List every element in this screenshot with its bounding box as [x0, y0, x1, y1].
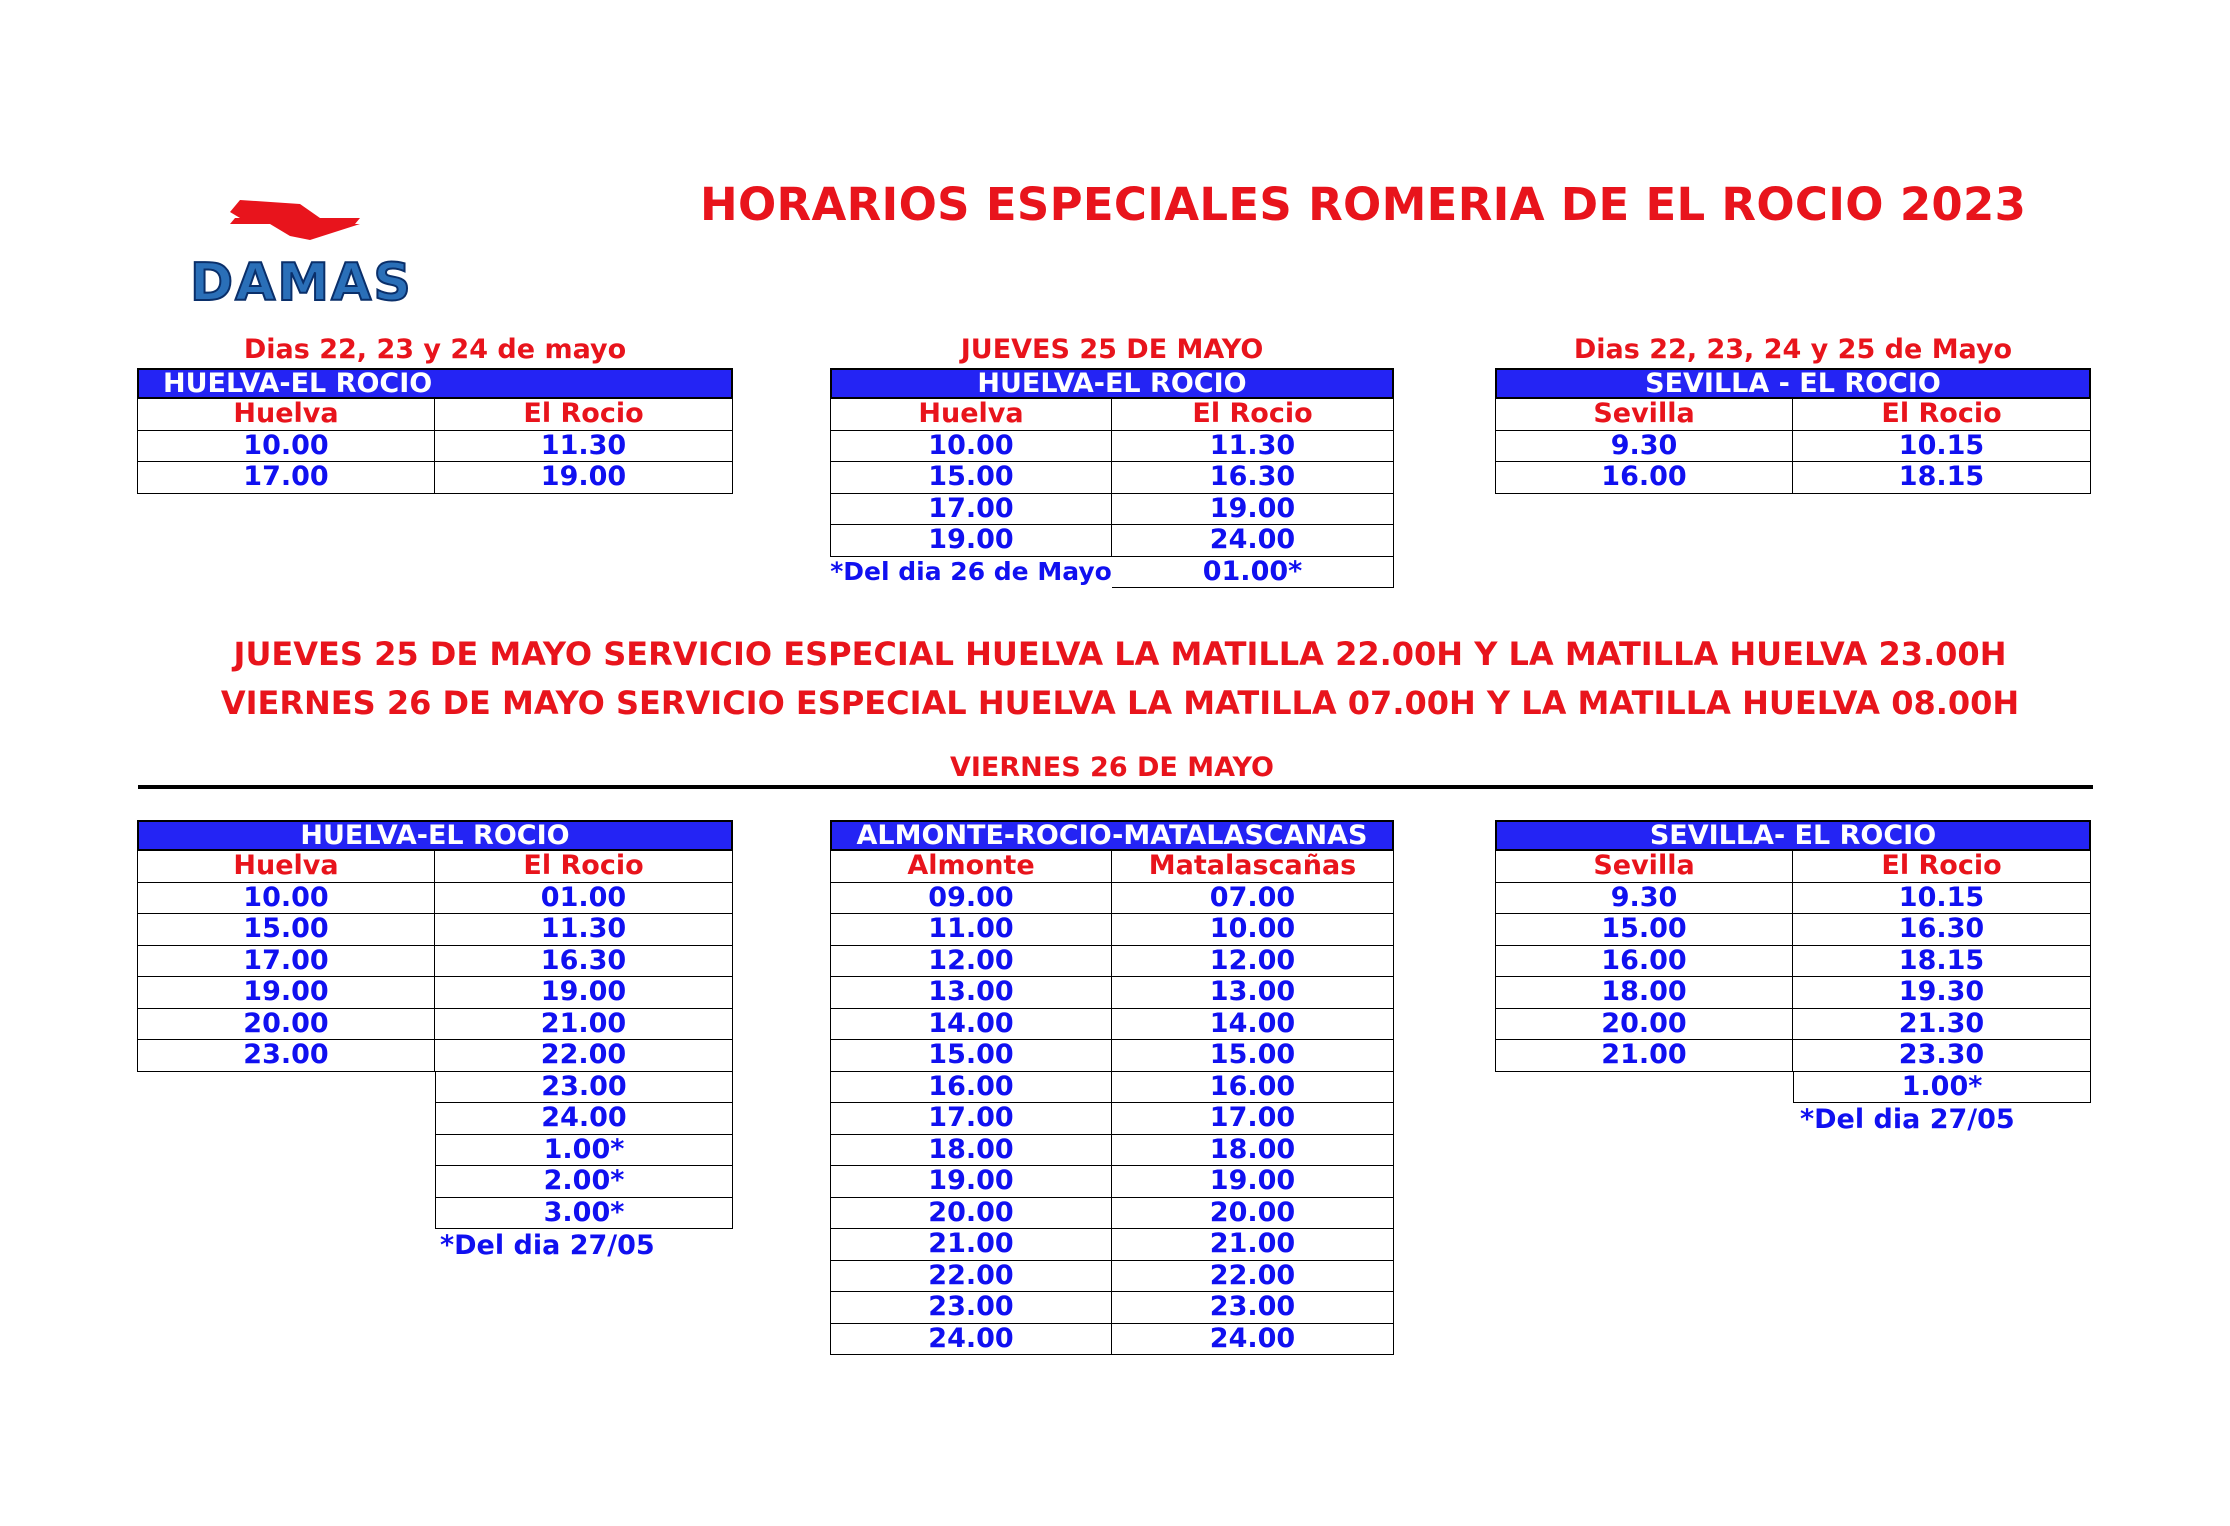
table6-footnote: *Del dia 27/05 [1800, 1104, 2015, 1135]
departure-time [137, 1135, 435, 1167]
departure-time: 21.00 [830, 1229, 1112, 1261]
table-row [137, 1135, 733, 1167]
departure-time: 19.00 [137, 977, 435, 1009]
departure-time: 18.00 [830, 1135, 1112, 1167]
return-time: 18.15 [1793, 462, 2091, 494]
column-header-destination: El Rocio [1793, 851, 2091, 883]
column-header-destination: El Rocio [435, 399, 733, 431]
departure-time: 15.00 [830, 1040, 1112, 1072]
departure-time: 10.00 [137, 883, 435, 915]
table-row [830, 1166, 1394, 1198]
return-time: 23.00 [1112, 1292, 1394, 1324]
return-time: 19.00 [435, 462, 733, 494]
schedule-table-1 [137, 368, 733, 494]
table-row [830, 1072, 1394, 1104]
table-row [830, 1009, 1394, 1041]
return-time: 20.00 [1112, 1198, 1394, 1230]
table-row [1495, 977, 2091, 1009]
return-time: 10.15 [1793, 431, 2091, 463]
departure-time: 19.00 [830, 1166, 1112, 1198]
table-row [830, 1292, 1394, 1324]
return-time: 16.00 [1112, 1072, 1394, 1104]
table-row [830, 1229, 1394, 1261]
column-header-origin: Huelva [137, 399, 435, 431]
departure-time: 15.00 [1495, 914, 1793, 946]
column-header-origin: Almonte [830, 851, 1112, 883]
departure-time: 21.00 [1495, 1040, 1793, 1072]
table-row [830, 1135, 1394, 1167]
table-row [137, 946, 733, 978]
table-row [830, 1040, 1394, 1072]
column-header-origin: Sevilla [1495, 399, 1793, 431]
column-header-origin: Huelva [137, 851, 435, 883]
return-time: 14.00 [1112, 1009, 1394, 1041]
return-time: 15.00 [1112, 1040, 1394, 1072]
logo-text: DAMAS [190, 253, 413, 310]
departure-time: 16.00 [830, 1072, 1112, 1104]
table3-caption: Dias 22, 23, 24 y 25 de Mayo [1573, 334, 2013, 365]
departure-time: 11.00 [830, 914, 1112, 946]
table-row [1495, 946, 2091, 978]
departure-time: 14.00 [830, 1009, 1112, 1041]
column-header-origin: Huelva [830, 399, 1112, 431]
column-header-destination: El Rocio [435, 851, 733, 883]
return-time: 12.00 [1112, 946, 1394, 978]
column-header-destination: Matalascañas [1112, 851, 1394, 883]
table-row [137, 1072, 733, 1104]
departure-time: 9.30 [1495, 883, 1793, 915]
departure-time: 20.00 [137, 1009, 435, 1041]
departure-time: 23.00 [137, 1040, 435, 1072]
section2-caption: VIERNES 26 DE MAYO [949, 752, 1274, 783]
damas-logo [190, 190, 420, 310]
return-time: 10.15 [1793, 883, 2091, 915]
table-row [137, 1198, 733, 1230]
departure-time: 17.00 [830, 1103, 1112, 1135]
return-time: 24.00 [1112, 525, 1394, 557]
table-row [137, 1040, 733, 1072]
return-time: 19.00 [1112, 494, 1394, 526]
note-time: 01.00* [1112, 557, 1394, 589]
page-title: HORARIOS ESPECIALES ROMERIA DE EL ROCIO 2023 [700, 178, 2027, 231]
table-header: HUELVA-EL ROCIO [830, 368, 1394, 399]
return-time: 17.00 [1112, 1103, 1394, 1135]
table-row [830, 851, 1394, 883]
departure-time: 22.00 [830, 1261, 1112, 1293]
table-row [137, 1103, 733, 1135]
departure-time: 24.00 [830, 1324, 1112, 1356]
table-note: *Del dia 26 de Mayo [830, 556, 1112, 586]
return-time: 16.30 [1112, 462, 1394, 494]
notice-2: VIERNES 26 DE MAYO SERVICIO ESPECIAL HUELVA LA MATILLA 07.00H Y LA MATILLA HUELVA 08.00H [220, 684, 2020, 722]
table-header: HUELVA-EL ROCIO [137, 368, 733, 399]
return-time: 11.30 [1112, 431, 1394, 463]
departure-time: 19.00 [830, 525, 1112, 557]
table-row [830, 977, 1394, 1009]
table-row [830, 557, 1394, 589]
departure-time: 17.00 [137, 462, 435, 494]
table-row [830, 494, 1394, 526]
departure-time [137, 1072, 435, 1104]
return-time: 18.00 [1112, 1135, 1394, 1167]
return-time: 21.00 [435, 1009, 733, 1041]
departure-time: 15.00 [830, 462, 1112, 494]
return-time: 16.30 [1793, 914, 2091, 946]
return-time: 3.00* [435, 1198, 733, 1230]
departure-time: 16.00 [1495, 946, 1793, 978]
section-divider [138, 785, 2093, 789]
table-row [137, 399, 733, 431]
departure-time [137, 1198, 435, 1230]
schedule-table-4 [137, 820, 733, 1229]
table-row [830, 1324, 1394, 1356]
return-time: 21.30 [1793, 1009, 2091, 1041]
schedule-table-3 [1495, 368, 2091, 494]
return-time: 19.00 [1112, 1166, 1394, 1198]
departure-time: 17.00 [830, 494, 1112, 526]
departure-time: 12.00 [830, 946, 1112, 978]
schedule-table-5 [830, 820, 1394, 1355]
departure-time: 16.00 [1495, 462, 1793, 494]
table-row [1495, 914, 2091, 946]
table-header: SEVILLA- EL ROCIO [1495, 820, 2091, 851]
return-time: 16.30 [435, 946, 733, 978]
departure-time: 20.00 [830, 1198, 1112, 1230]
table1-caption: Dias 22, 23 y 24 de mayo [243, 334, 627, 365]
departure-time: 10.00 [137, 431, 435, 463]
table-row [137, 977, 733, 1009]
departure-time: 13.00 [830, 977, 1112, 1009]
table-row [1495, 431, 2091, 463]
return-time: 19.00 [435, 977, 733, 1009]
return-time: 24.00 [435, 1103, 733, 1135]
table-row [830, 914, 1394, 946]
return-time: 11.30 [435, 914, 733, 946]
table-row [830, 525, 1394, 557]
departure-time: 20.00 [1495, 1009, 1793, 1041]
departure-time: 15.00 [137, 914, 435, 946]
table-header: ALMONTE-ROCIO-MATALASCANAS [830, 820, 1394, 851]
schedule-table-6 [1495, 820, 2091, 1103]
table-row [830, 399, 1394, 431]
notice-1: JUEVES 25 DE MAYO SERVICIO ESPECIAL HUELVA LA MATILLA 22.00H Y LA MATILLA HUELVA 23.00H [233, 635, 2007, 673]
return-time: 11.30 [435, 431, 733, 463]
return-time: 18.15 [1793, 946, 2091, 978]
table4-footnote: *Del dia 27/05 [440, 1230, 655, 1261]
table-row [830, 462, 1394, 494]
return-time: 07.00 [1112, 883, 1394, 915]
return-time: 23.00 [435, 1072, 733, 1104]
departure-time [137, 1103, 435, 1135]
table-row [137, 1166, 733, 1198]
table-row [1495, 851, 2091, 883]
table-row [830, 1198, 1394, 1230]
schedule-table-2 [830, 368, 1394, 588]
return-time: 10.00 [1112, 914, 1394, 946]
table-header: SEVILLA - EL ROCIO [1495, 368, 2091, 399]
table-row [1495, 1040, 2091, 1072]
column-header-destination: El Rocio [1112, 399, 1394, 431]
departure-time: 10.00 [830, 431, 1112, 463]
return-time: 23.30 [1793, 1040, 2091, 1072]
table-row [137, 914, 733, 946]
return-time: 1.00* [1793, 1072, 2091, 1104]
departure-time [1495, 1072, 1793, 1104]
return-time: 22.00 [1112, 1261, 1394, 1293]
table-row [830, 946, 1394, 978]
table-row [1495, 462, 2091, 494]
table-row [137, 462, 733, 494]
table-row [830, 1261, 1394, 1293]
return-time: 19.30 [1793, 977, 2091, 1009]
return-time: 2.00* [435, 1166, 733, 1198]
table-row [830, 431, 1394, 463]
return-time: 21.00 [1112, 1229, 1394, 1261]
table-row [1495, 883, 2091, 915]
table-row [137, 1009, 733, 1041]
departure-time: 9.30 [1495, 431, 1793, 463]
table-header: HUELVA-EL ROCIO [137, 820, 733, 851]
column-header-destination: El Rocio [1793, 399, 2091, 431]
table-row [137, 851, 733, 883]
column-header-origin: Sevilla [1495, 851, 1793, 883]
table-row [1495, 1072, 2091, 1104]
return-time: 1.00* [435, 1135, 733, 1167]
return-time: 24.00 [1112, 1324, 1394, 1356]
departure-time: 18.00 [1495, 977, 1793, 1009]
table-row [830, 1103, 1394, 1135]
table2-caption: JUEVES 25 DE MAYO [960, 334, 1264, 365]
departure-time: 17.00 [137, 946, 435, 978]
return-time: 22.00 [435, 1040, 733, 1072]
departure-time: 09.00 [830, 883, 1112, 915]
table-row [1495, 399, 2091, 431]
table-row [1495, 1009, 2091, 1041]
table-row [830, 883, 1394, 915]
return-time: 01.00 [435, 883, 733, 915]
return-time: 13.00 [1112, 977, 1394, 1009]
table-row [137, 883, 733, 915]
table-row [137, 431, 733, 463]
departure-time: 23.00 [830, 1292, 1112, 1324]
departure-time [137, 1166, 435, 1198]
